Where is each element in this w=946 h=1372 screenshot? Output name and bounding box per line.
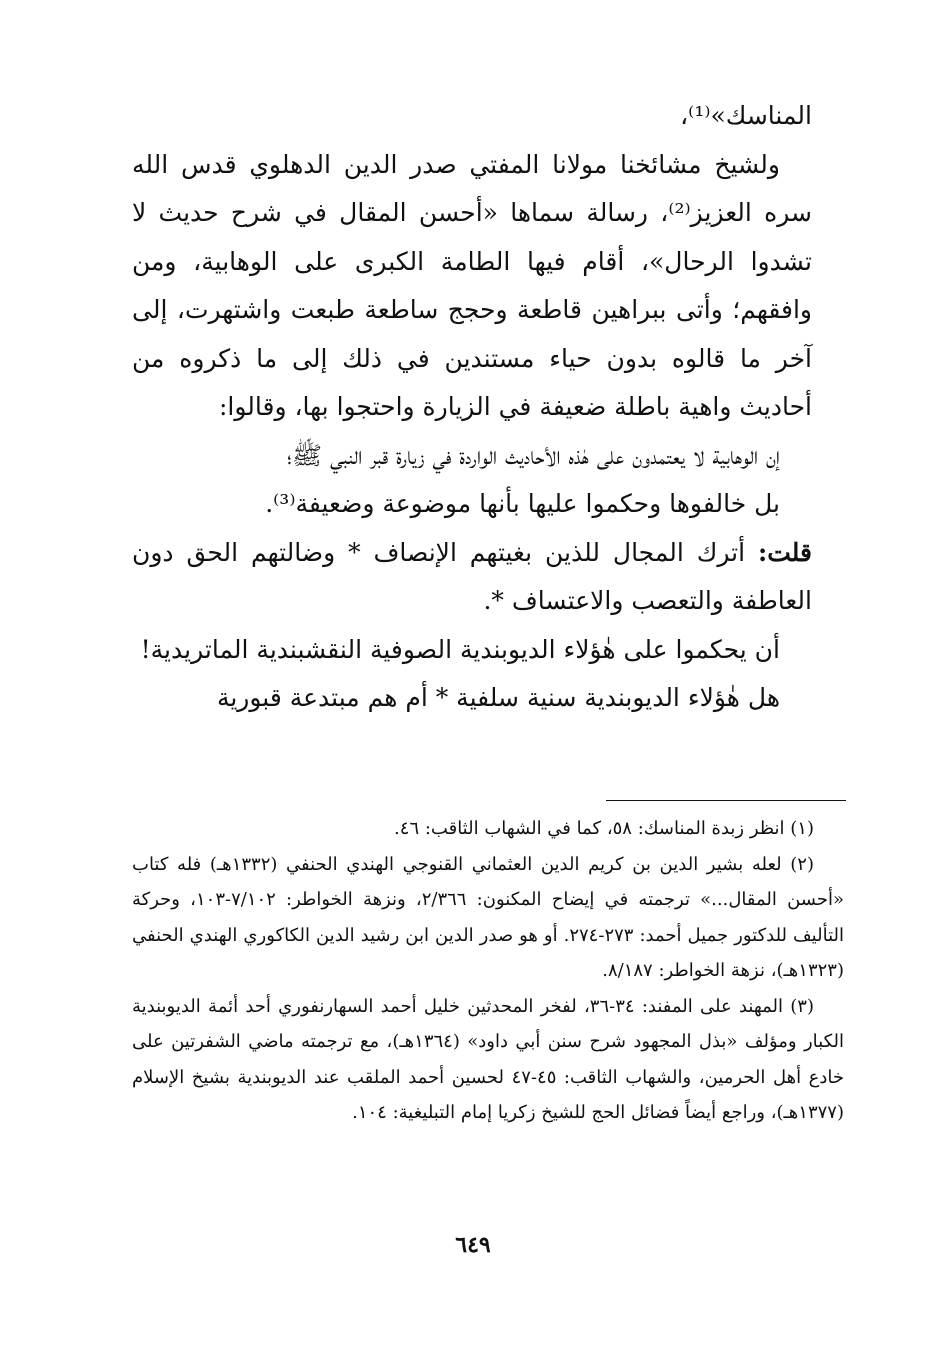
body-paragraph-1: المناسك»⁽¹⁾، [680, 101, 812, 130]
body-paragraph-5: أن يحكموا على هٰؤلاء الديوبندية الصوفية النقشبندية الماتريدية! [140, 634, 780, 664]
footnote-3: (٣) المهند على المفند: ٣٤-٣٦، لفخر المحدثين خليل أحمد السهارنفوري أحد أئمة الديوبندية الكبار ومؤلف «بذل المجهود شرح سنن أبي داود» (١٣٦٤هـ)، مع ترجمته ماضي الشفرتين على خادع أهل الحرمين، والشهاب الثاقب: ٤٥-٤٧ لحسين أحمد الملقب عند الديوبندية بشيخ الإسلام (١٣٧٧هـ)، وراجع أيضاً فضائل الحج للشيخ زكريا إمام التبليغية: ١٠٤. [132, 995, 844, 1123]
qult-text: أترك المجال للذين بغيتهم الإنصاف * وضالتهم الحق دون العاطفة والتعصب والاعتساف *. [132, 537, 812, 615]
qult-label: قلت: [757, 537, 812, 567]
page-number: ٦٤٩ [455, 1232, 491, 1258]
footnote-2: (٢) لعله بشير الدين بن كريم الدين العثماني القنوجي الهندي الحنفي (١٣٣٢هـ) فله كتاب «أحسن المقال...» ترجمته في إيضاح المكنون: ٢/٣٦٦، ونزهة الخواطر: ٧/١٠٢-١٠٣، وحركة التأليف للدكتور جميل أحمد: ٢٧٣-٢٧٤. أو هو صدر الدين ابن رشيد الدين الكاكوري الهندي الحنفي (١٣٢٣هـ)، نزهة الخواطر: ٨/١٨٧. [132, 853, 844, 981]
main-text [132, 92, 812, 723]
body-paragraph-3: إن الوهابية لا يعتمدون على هٰذه الأحاديث الواردة في زيارة قبر النبي ﷺ؛ [286, 440, 780, 470]
footnote-separator [606, 800, 846, 801]
qult-paragraph [132, 529, 812, 626]
footnotes [132, 811, 844, 1131]
footnote-1: (١) انظر زبدة المناسك: ٥٨، كما في الشهاب الثاقب: ٤٦. [394, 818, 814, 839]
body-paragraph-4: بل خالفوها وحكموا عليها بأنها موضوعة وضعيفة⁽³⁾. [265, 489, 780, 518]
body-paragraph-2: ولشيخ مشائخنا مولانا المفتي صدر الدين الدهلوي قدس الله سره العزيز⁽²⁾، رسالة سماها «أحسن المقال في شرح حديث لا تشدوا الرحال»، أقام فيها الطامة الكبرى على الوهابية، ومن وافقهم؛ وأتى ببراهين قاطعة وحجج ساطعة طبعت واشتهرت، إلى آخر ما قالوه بدون حياء مستندين في ذلك إلى ما ذكروه من أحاديث واهية باطلة ضعيفة في الزيارة واحتجوا بها، وقالوا: [132, 149, 812, 421]
body-paragraph-6: هل هٰؤلاء الديوبندية سنية سلفية * أم هم مبتدعة قبورية [216, 683, 780, 712]
